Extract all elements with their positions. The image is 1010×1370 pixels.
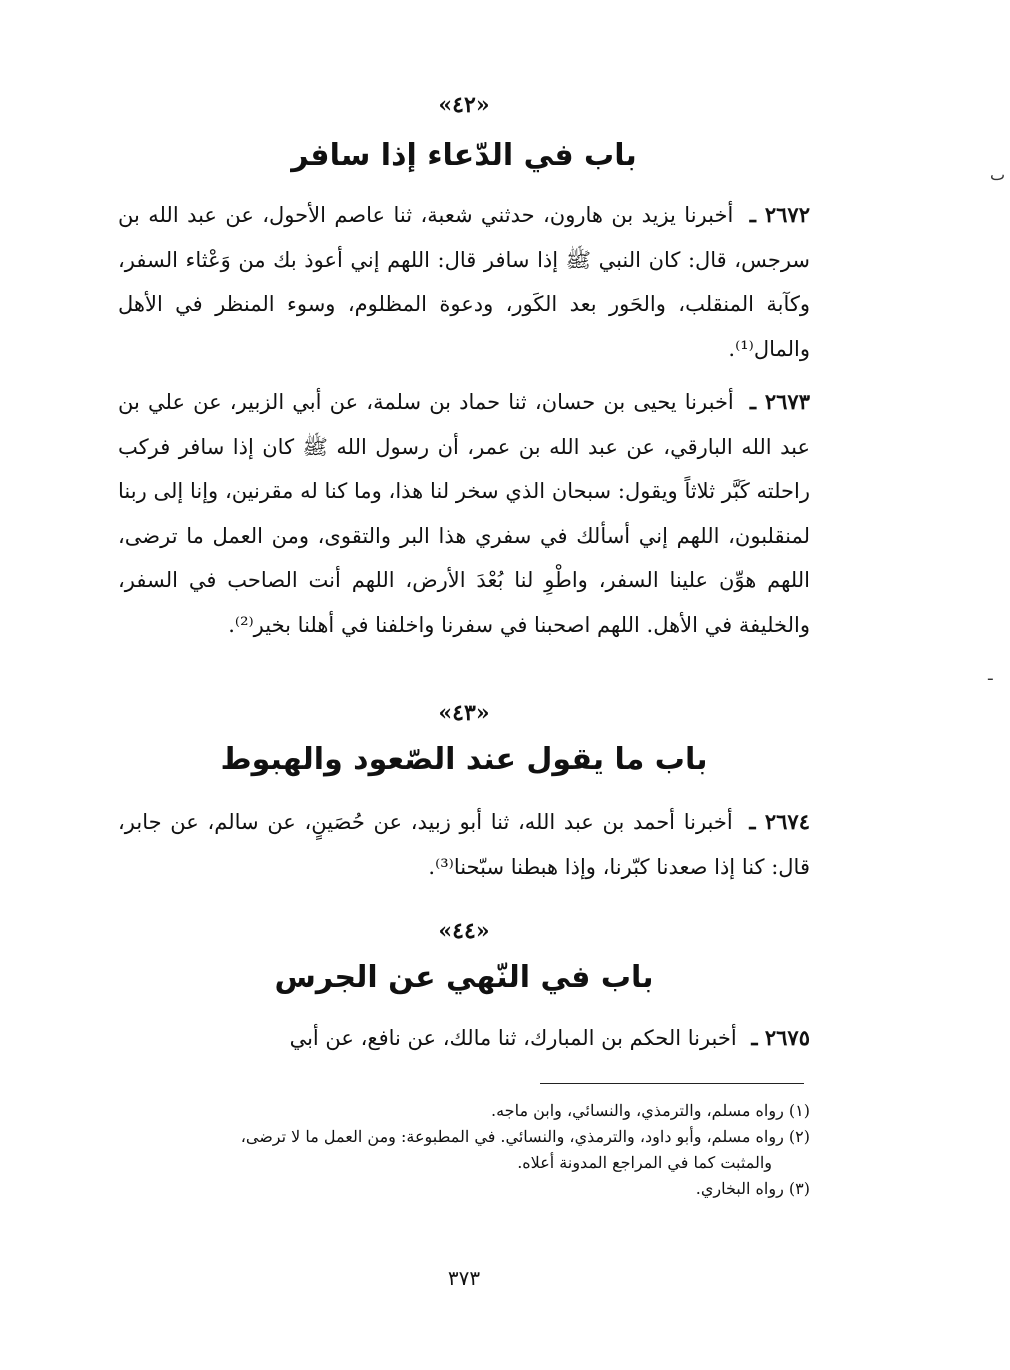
hadith-number: ٢٦٧٢ ـ (749, 202, 810, 227)
hadith-text: أخبرنا أحمد بن عبد الله، ثنا أبو زبيد، عن حُصَينٍ، عن سالم، عن جابر، قال: كنا إذا صعدنا كبّرنا، وإذا هبطنا سبّحنا⁽³⁾. (118, 810, 810, 879)
hadith-text: أخبرنا الحكم بن المبارك، ثنا مالك، عن نافع، عن أبي (289, 1026, 737, 1050)
hadith-block (118, 380, 810, 647)
chapter-number: «٤٢» (438, 92, 490, 118)
scan-mark: ـ (988, 665, 993, 684)
hadith-text: أخبرنا يزيد بن هارون، حدثني شعبة، ثنا عاصم الأحول، عن عبد الله بن سرجس، قال: كان النبي ﷺ إذا سافر قال: اللهم إني أعوذ بك من وَعْثاء السفر، وكآبة المنقلب، والحَور بعد الكَور، ودعوة المظلوم، وسوء المنظر في الأهل والمال⁽¹⁾. (118, 203, 810, 361)
footnote-continuation: والمثبت كما في المراجع المدونة أعلاه. (517, 1153, 772, 1172)
page-number: ٣٧٣ (447, 1266, 481, 1290)
hadith-block (118, 193, 810, 371)
chapter-number: «٤٣» (438, 700, 490, 726)
hadith-paragraph (118, 380, 810, 647)
hadith-paragraph (118, 800, 810, 889)
chapter-title: باب في الدّعاء إذا سافر (291, 138, 637, 173)
chapter-number: «٤٤» (438, 918, 490, 944)
footnote: (٣) رواه البخاري. (695, 1179, 810, 1198)
hadith-paragraph (118, 1016, 810, 1061)
hadith-number: ٢٦٧٥ ـ (751, 1025, 810, 1050)
footnote-divider (540, 1083, 804, 1084)
chapter-title: باب في النّهي عن الجرس (274, 960, 654, 995)
hadith-number: ٢٦٧٣ ـ (749, 389, 810, 414)
footnotes (110, 1098, 810, 1202)
footnote: (٢) رواه مسلم، وأبو داود، والترمذي، والنسائي. في المطبوعة: ومن العمل ما لا ترضى، (240, 1127, 810, 1146)
hadith-text: أخبرنا يحيى بن حسان، ثنا حماد بن سلمة، عن أبي الزبير، عن علي بن عبد الله البارقي، عن عبد الله بن عمر، أن رسول الله ﷺ كان إذا سافر فركب راحلته كَبَّر ثلاثاً ويقول: سبحان الذي سخر لنا هذا، وما كنا له مقرنين، وإنا إلى ربنا لمنقلبون، اللهم إني أسألك في سفري هذا البر والتقوى، ومن العمل ما ترضى، اللهم هوِّن علينا السفر، واطْوِ لنا بُعْدَ الأرض، اللهم أنت الصاحب في السفر، والخليفة في الأهل. اللهم اصحبنا في سفرنا واخلفنا في أهلنا بخير⁽²⁾. (118, 390, 810, 637)
hadith-paragraph (118, 193, 810, 371)
hadith-number: ٢٦٧٤ ـ (749, 809, 810, 834)
chapter-title: باب ما يقول عند الصّعود والهبوط (220, 742, 708, 777)
hadith-block (118, 800, 810, 889)
hadith-block (118, 1016, 810, 1061)
scan-mark: ٮ (990, 165, 1006, 184)
footnote: (١) رواه مسلم، والترمذي، والنسائي، وابن ماجه. (491, 1101, 810, 1120)
